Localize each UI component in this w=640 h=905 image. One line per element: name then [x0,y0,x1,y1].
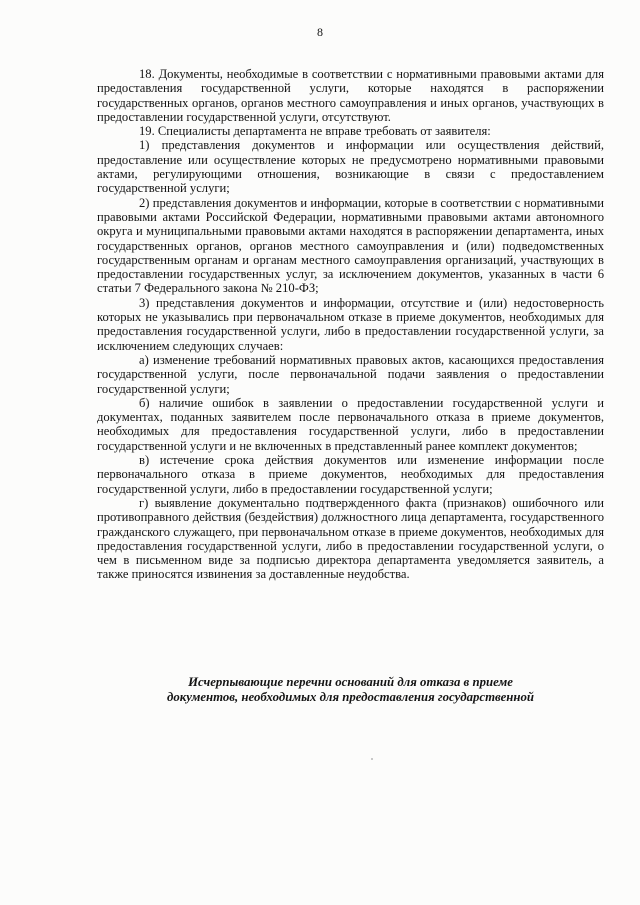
section-heading-line-2: документов, необходимых для предоставления государственной [166,690,535,704]
paragraph-19-subitem-b: б) наличие ошибок в заявлении о предоставлении государственной услуги и документах, поданных заявителем после первоначального отказа в приеме документов, необходимых для предоставления государственной услуги, либо в предоставлении государственной услуги и не включенных в представленный ранее комплект документов; [97,395,604,453]
document-body [97,67,604,582]
section-heading-line-1: Исчерпывающие перечни оснований для отказа в приеме [188,675,513,689]
scan-speck [371,758,373,760]
section-heading [97,675,604,705]
paragraph-19-item-2: 2) представления документов и информации, которые в соответствии с нормативными правовыми актами Российской Федерации, нормативными правовыми актами автономного округа и муниципальными правовыми актами находятся в распоряжении департамента, иных государственных органов, органов местного самоуправления и (или) подведомственных государственным органам и органам местного самоуправления организаций, участвующих в предоставлении государственных услуг, за исключением документов, указанных в части 6 статьи 7 Федерального закона № 210-ФЗ; [97,195,604,296]
page-number: 8 [317,25,323,39]
paragraph-19-subitem-a: а) изменение требований нормативных правовых актов, касающихся предоставления государственной услуги, после первоначальной подачи заявления о предоставлении государственной услуги; [97,352,604,396]
paragraph-18: 18. Документы, необходимые в соответствии с нормативными правовыми актами для предоставления государственной услуги, которые находятся в распоряжении государственных органов, органов местного самоуправления и иных органов, участвующих в предоставлении государственной услуги, отсутствуют. [97,67,604,124]
paragraph-19-item-1: 1) представления документов и информации или осуществления действий, предоставление или осуществление которых не предусмотрено нормативными правовыми актами, регулирующими отношения, возникающие в связи с предоставлением государственной услуги; [97,138,604,196]
paragraph-19-subitem-v: в) истечение срока действия документов или изменение информации после первоначального отказа в приеме документов, необходимых для предоставления государственной услуги, либо в предоставлении государственной услуги; [97,453,604,496]
paragraph-19-item-3: 3) представления документов и информации, отсутствие и (или) недостоверность которых не указывались при первоначальном отказе в приеме документов, необходимых для предоставления государственной услуги, либо в предоставлении государственной услуги, за исключением следующих случаев: [97,295,604,353]
paragraph-19-subitem-g: г) выявление документально подтвержденного факта (признаков) ошибочного или противоправного действия (бездействия) должностного лица департамента, государственного гражданского служащего, при первоначальном отказе в приеме документов, необходимых для предоставления государственной услуги, либо в предоставлении государственной услуги, о чем в письменном виде за подписью директора департамента уведомляется заявитель, а также приносятся извинения за доставленные неудобства. [97,495,604,582]
paragraph-19: 19. Специалисты департамента не вправе требовать от заявителя: [139,124,491,139]
